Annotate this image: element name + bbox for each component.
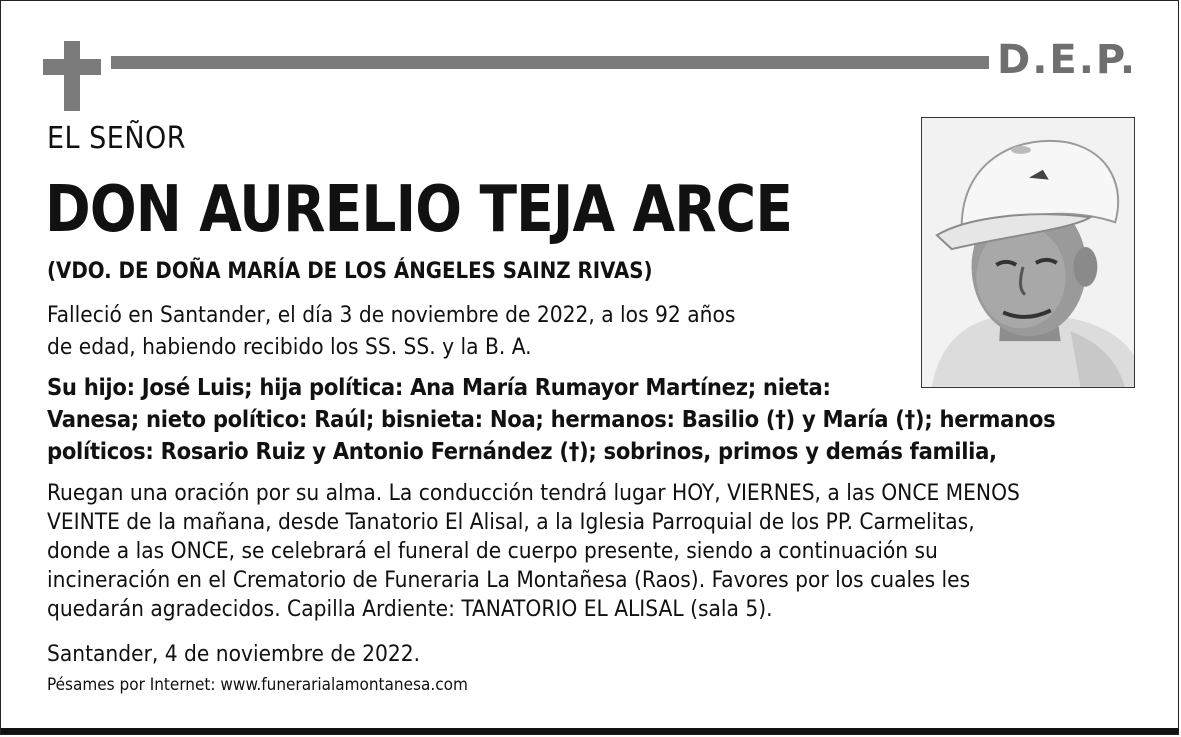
salutation: EL SEÑOR [47, 121, 187, 156]
ceremony-line: donde a las ONCE, se celebrará el funeral de cuerpo presente, siendo a continuación su [47, 538, 938, 564]
death-line: de edad, habiendo recibido los SS. SS. y la B. A. [47, 334, 532, 360]
ceremony-line: incineración en el Crematorio de Funeraria La Montañesa (Raos). Favores por los cuales les [47, 567, 971, 593]
portrait-photo [921, 117, 1135, 388]
deceased-name: DON AURELIO TEJA ARCE [45, 173, 793, 247]
death-announcement [47, 299, 897, 363]
death-line: Falleció en Santander, el día 3 de noviembre de 2022, a los 92 años [47, 302, 736, 328]
ceremony-details [47, 479, 1157, 624]
header-rule [111, 56, 989, 69]
condolences-web-note: Pésames por Internet: www.funerarialamontanesa.com [47, 675, 468, 695]
ceremony-line: quedarán agradecidos. Capilla Ardiente: TANATORIO EL ALISAL (sala 5). [47, 596, 773, 622]
ceremony-line: Ruegan una oración por su alma. La conducción tendrá lugar HOY, VIERNES, a las ONCE MENOS [47, 480, 1020, 506]
widower-note: (VDO. DE DOÑA MARÍA DE LOS ÁNGELES SAINZ RIVAS) [47, 259, 653, 284]
family-line: Vanesa; nieto político: Raúl; bisnieta: Noa; hermanos: Basilio (†) y María (†); hermanos [47, 405, 1056, 433]
family-line: Su hijo: José Luis; hija política: Ana María Rumayor Martínez; nieta: [47, 373, 831, 401]
cross-icon [43, 41, 101, 111]
closing-date: Santander, 4 de noviembre de 2022. [47, 641, 421, 667]
family-list [47, 371, 1157, 467]
dep-label: D.E.P. [997, 37, 1138, 83]
ceremony-line: VEINTE de la mañana, desde Tanatorio El Alisal, a la Iglesia Parroquial de los PP. Carmelitas, [47, 509, 975, 535]
family-line: políticos: Rosario Ruiz y Antonio Fernández (†); sobrinos, primos y demás familia, [47, 437, 997, 465]
bottom-rule [1, 728, 1178, 734]
